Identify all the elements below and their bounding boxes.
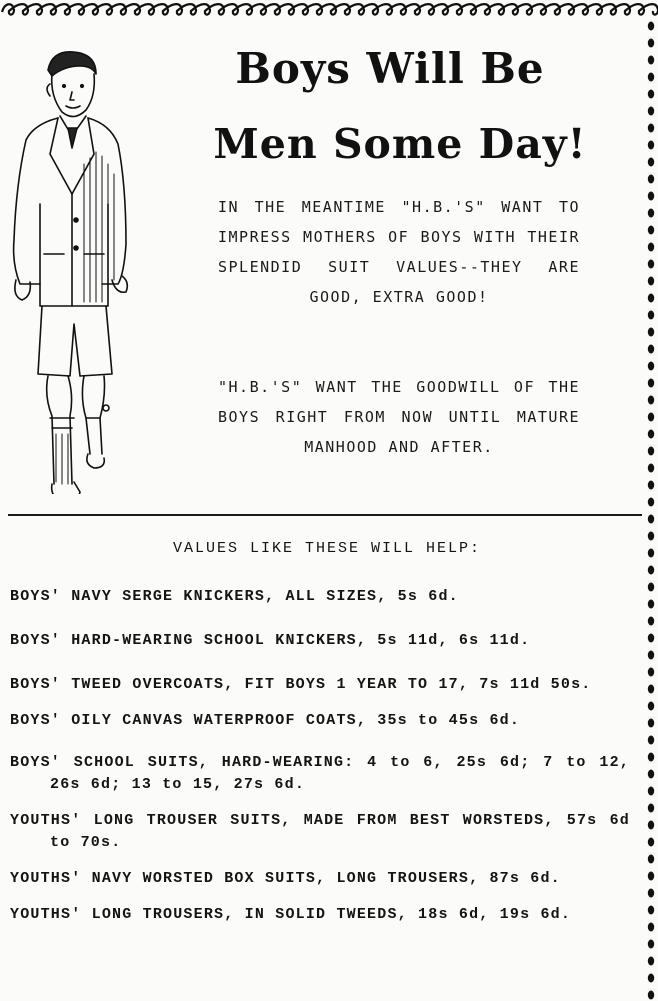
product-item: BOYS' OILY CANVAS WATERPROOF COATS, 35s to 45s 6d. bbox=[10, 712, 521, 729]
product-item: YOUTHS' NAVY WORSTED BOX SUITS, LONG TROUSERS, 87s 6d. bbox=[10, 870, 561, 887]
product-item: YOUTHS' LONG TROUSERS, IN SOLID TWEEDS, 18s 6d, 19s 6d. bbox=[10, 906, 572, 923]
headline-line-2: Men Some Day! bbox=[213, 120, 587, 168]
product-item: BOYS' NAVY SERGE KNICKERS, ALL SIZES, 5s 6d. bbox=[10, 588, 459, 605]
product-item: YOUTHS' LONG TROUSER SUITS, MADE FROM BEST WORSTEDS, 57s 6d to 70s. bbox=[10, 812, 630, 851]
product-item: BOYS' HARD-WEARING SCHOOL KNICKERS, 5s 11d, 6s 11d. bbox=[10, 632, 531, 649]
product-item: BOYS' TWEED OVERCOATS, FIT BOYS 1 YEAR TO 17, 7s 11d 50s. bbox=[10, 676, 592, 693]
values-heading: VALUES LIKE THESE WILL HELP: bbox=[172, 540, 482, 557]
intro-paragraph-2: "H.B.'S" WANT THE GOODWILL OF THE BOYS RIGHT FROM NOW UNTIL MATURE MANHOOD AND AFTER. bbox=[218, 378, 580, 456]
scroll-border-icon bbox=[0, 0, 658, 22]
headline-line-1: Boys Will Be bbox=[235, 44, 545, 93]
boy-in-suit-illustration-icon bbox=[0, 44, 142, 494]
intro-paragraph-1: IN THE MEANTIME "H.B.'S" WANT TO IMPRESS MOTHERS OF BOYS WITH THEIR SPLENDID SUIT VALUES--THEY ARE GOOD, EXTRA GOOD! bbox=[218, 198, 580, 306]
product-item: BOYS' SCHOOL SUITS, HARD-WEARING: 4 to 6, 25s 6d; 7 to 12, 26s 6d; 13 to 15, 27s 6d. bbox=[10, 754, 630, 793]
dotted-border-icon bbox=[644, 18, 658, 1001]
section-divider bbox=[8, 514, 642, 516]
product-list bbox=[10, 586, 630, 926]
